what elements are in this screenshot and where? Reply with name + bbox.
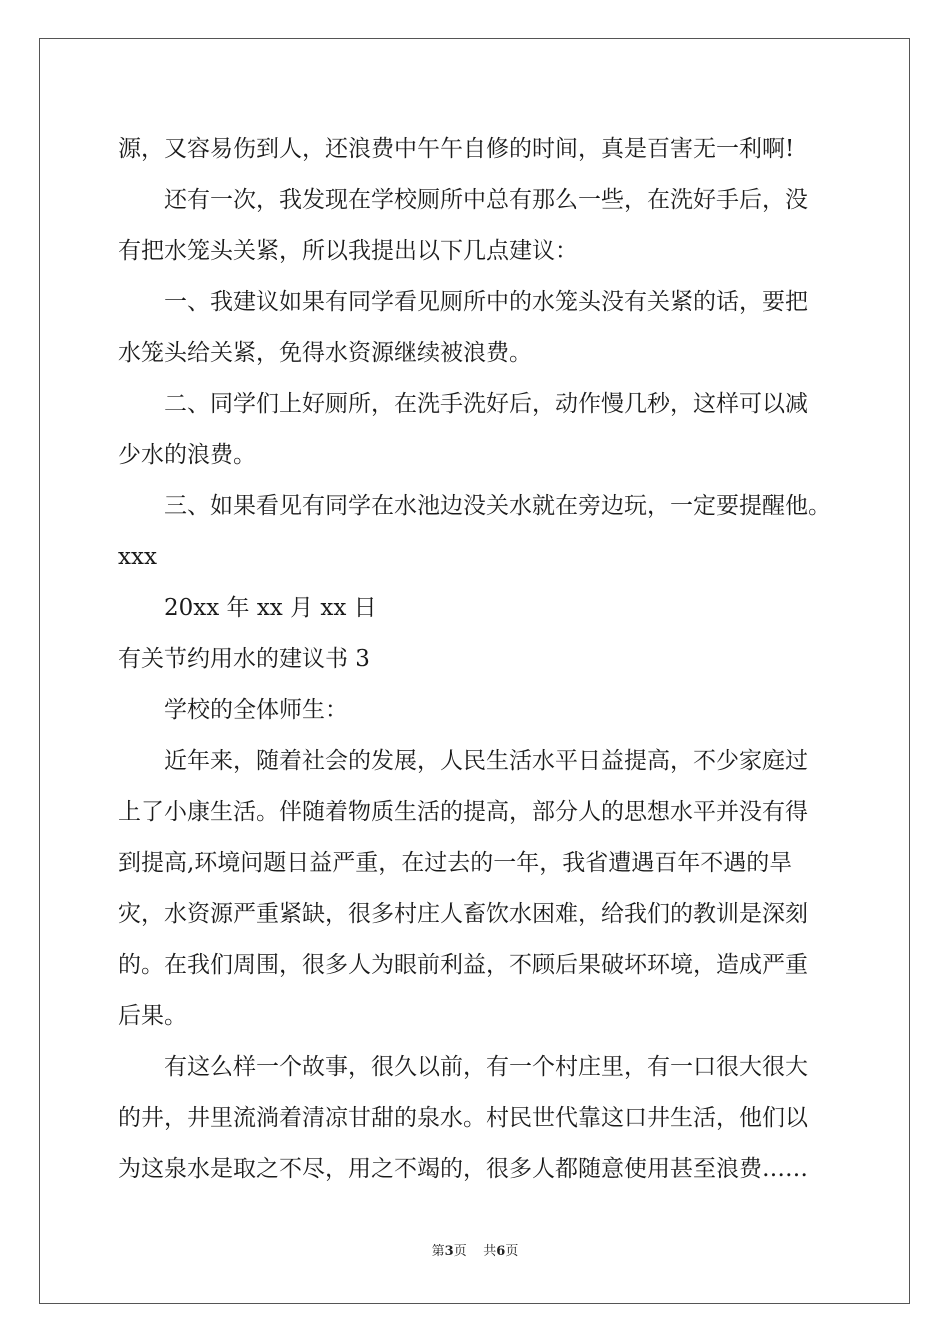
text-line: 一、我建议如果有同学看见厕所中的水笼头没有关紧的话，要把 — [164, 289, 808, 315]
section-title: 有关节约用水的建议书 3 — [118, 646, 370, 672]
text-line: 源，又容易伤到人，还浪费中午午自修的时间，真是百害无一利啊! — [118, 136, 795, 162]
signature: xxx — [118, 544, 157, 570]
date-line: 20xx 年 xx 月 xx 日 — [164, 595, 377, 621]
text-line: 的。在我们周围，很多人为眼前利益，不顾后果破坏环境，造成严重 — [118, 952, 808, 978]
page-prefix: 第 — [431, 1244, 445, 1259]
total-suffix: 页 — [505, 1244, 519, 1259]
total-prefix: 共 — [483, 1244, 497, 1259]
text-line: 灾，水资源严重紧缺，很多村庄人畜饮水困难，给我们的教训是深刻 — [118, 901, 808, 927]
text-line: 有把水笼头关紧，所以我提出以下几点建议： — [118, 238, 578, 264]
text-line: 三、如果看见有同学在水池边没关水就在旁边玩，一定要提醒他。 — [164, 493, 831, 519]
document-body — [118, 124, 838, 1195]
page-number: 3 — [444, 1244, 454, 1259]
text-line: 上了小康生活。伴随着物质生活的提高，部分人的思想水平并没有得 — [118, 799, 808, 825]
text-line: 到提高,环境问题日益严重，在过去的一年，我省遭遇百年不遇的旱 — [118, 850, 793, 876]
page-suffix: 页 — [453, 1244, 467, 1259]
text-line: 为这泉水是取之不尽，用之不竭的，很多人都随意使用甚至浪费…… — [118, 1156, 808, 1182]
text-line: 还有一次，我发现在学校厕所中总有那么一些，在洗好手后，没 — [164, 187, 808, 213]
text-line: 的井，井里流淌着清凉甘甜的泉水。村民世代靠这口井生活，他们以 — [118, 1105, 808, 1131]
text-line: 近年来，随着社会的发展，人民生活水平日益提高，不少家庭过 — [164, 748, 808, 774]
page-footer — [0, 1240, 950, 1259]
text-line: 少水的浪费。 — [118, 442, 256, 468]
salutation: 学校的全体师生： — [164, 697, 348, 723]
total-pages: 6 — [496, 1244, 506, 1259]
text-line: 二、同学们上好厕所，在洗手洗好后，动作慢几秒，这样可以减 — [164, 391, 808, 417]
text-line: 后果。 — [118, 1003, 187, 1029]
text-line: 水笼头给关紧，免得水资源继续被浪费。 — [118, 340, 532, 366]
text-line: 有这么样一个故事，很久以前，有一个村庄里，有一口很大很大 — [164, 1054, 808, 1080]
